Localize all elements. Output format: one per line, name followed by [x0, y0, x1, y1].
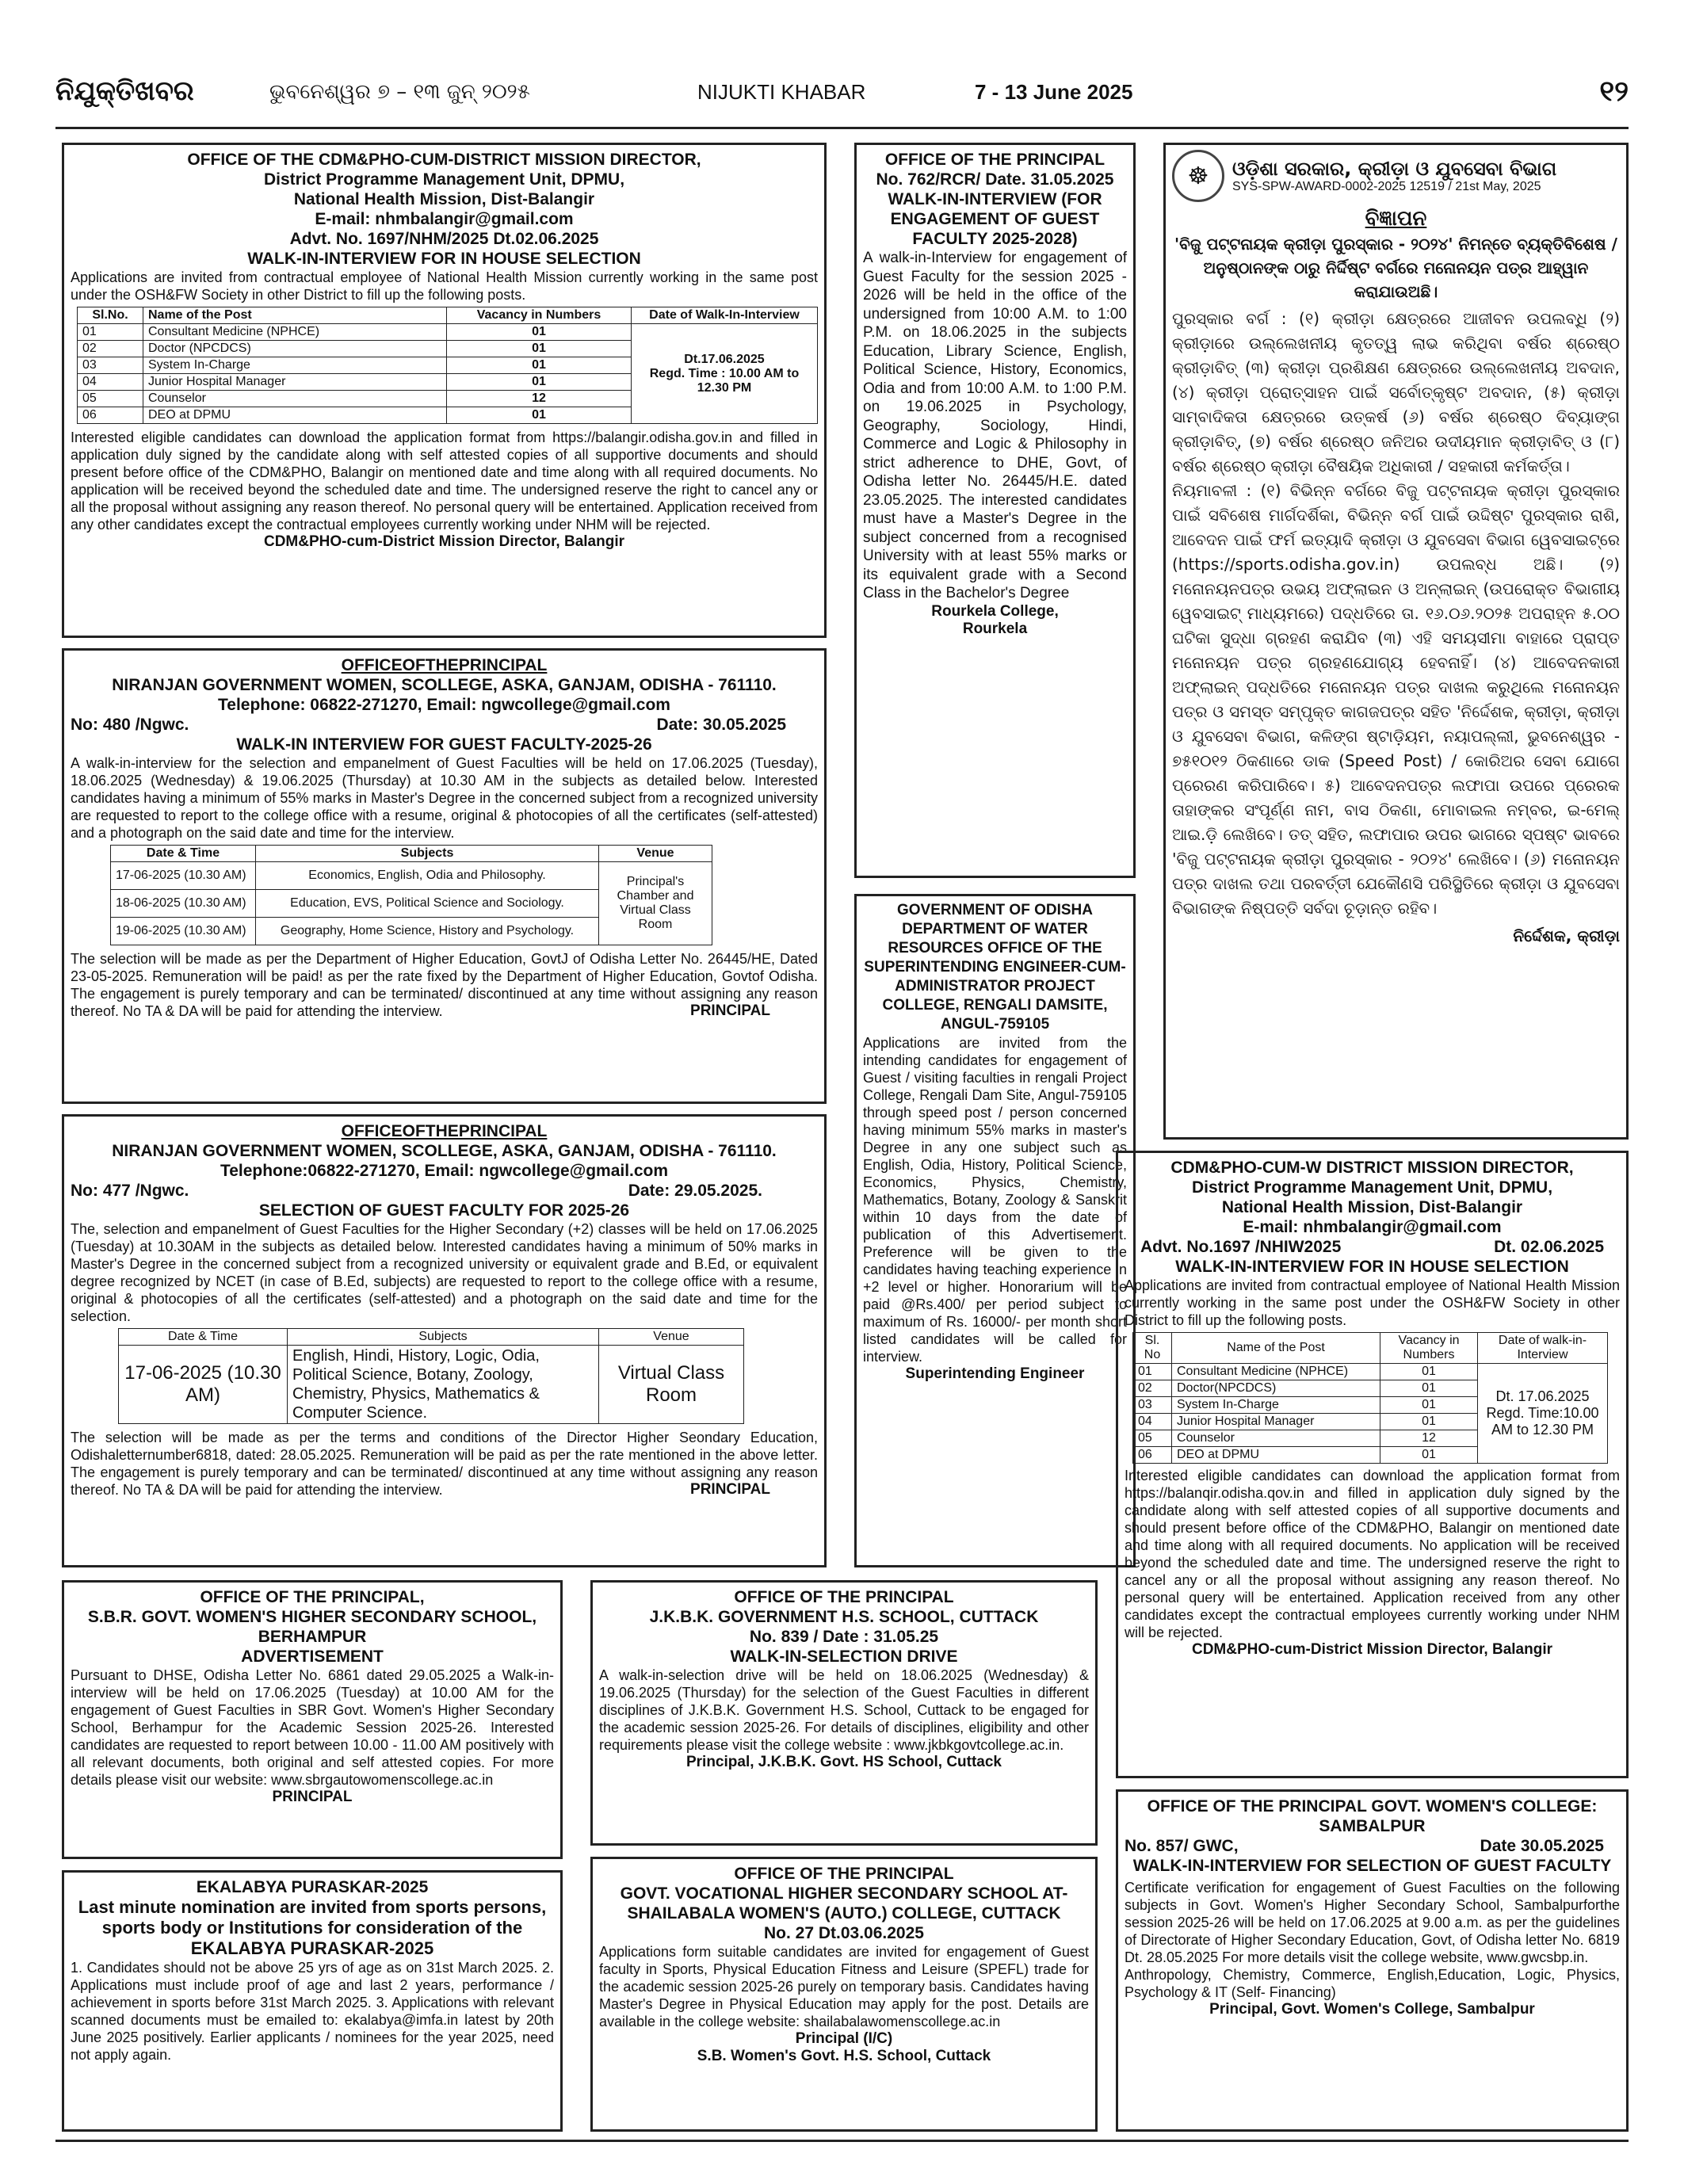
ad-signature: Principal (I/C) [795, 2030, 893, 2047]
cell: 01 [78, 324, 143, 341]
table-row [119, 1346, 744, 1424]
ad-body: The selection will be made as per the terms and conditions of the Director Higher Seondary Education, Odishaletternumber6818, dated: 28.05.2025. Remuneration will be paid as per the rate mentioned in the above letter. The engagement is purely temporary and can be terminated/ discontinued at any time without assigning any reason thereof. No TA & DA will be paid for attending the interview. [71, 1430, 818, 1498]
masthead-date: 7 - 13 June 2025 [975, 80, 1133, 104]
ad-body: 1. Candidates should not be above 25 yrs of age as on 31st March 2025. 2. Applications must include proof of age and last 2 years, performance / achievement in sports before 31st March 2025. 3. Applications with relevant scanned documents must be emailed to: ekalabya@imfa.in latest by 20th June 2025 positively. Earlier applicants / nominees for the year 2025, need not apply again. [71, 1960, 554, 2063]
cell: DEO at DPMU [143, 407, 447, 424]
ad-niranjan-college-477 [62, 1114, 827, 1567]
ad-title: WALK-IN-INTERVIEW FOR SELECTION OF GUEST FACULTY [1132, 1857, 1612, 1875]
ad-heading: OFFICE OF THE PRINCIPAL [884, 151, 1105, 169]
ad-title: WALK-IN INTERVIEW FOR GUEST FACULTY-2025-26 [236, 735, 652, 754]
ad-number-date-row [71, 1181, 818, 1201]
ad-signature: CDM&PHO-cum-District Mission Director, Balangir [1191, 1641, 1553, 1658]
ad-signature: PRINCIPAL [690, 1002, 770, 1019]
ad-date: Date 30.05.2025 [1480, 1837, 1604, 1855]
cell: Education, EVS, Political Science and Sociology. [256, 890, 599, 918]
col-header: Sl.No. [78, 307, 143, 324]
cell: 01 [447, 407, 632, 424]
ad-body: Applications form suitable candidates are invited for engagement of Guest faculty in Sports, Physical Education Fitness and Leisure (SPEFL) trade for the academic session 2025-26 purely on temporary basis. Candidates having Master's Degree in Physical Education may apply for the post. Details are available in the college website: shailabalawomenscollege.ac.in [599, 1944, 1089, 2029]
cell: System In-Charge [1172, 1397, 1380, 1414]
col-header: Sl. No [1133, 1333, 1172, 1364]
ad-email: E-mail: nhmbalangir@gmail.com [315, 210, 574, 228]
ad-number: No: 477 /Ngwc. [71, 1182, 189, 1200]
masthead-date-odia: ଭୁବନେଶ୍ୱର ୭ – ୧୩ ଜୁନ୍ ୨୦୨୫ [269, 80, 530, 104]
interview-time: Regd. Time : 10.00 AM to 12.30 PM [649, 366, 800, 395]
ad-heading: OFFICE OF THE CDM&PHO-CUM-DISTRICT MISSION DIRECTOR, [187, 151, 701, 169]
cell: 05 [78, 391, 143, 407]
ad-signature: S.B. Women's Govt. H.S. School, Cuttack [697, 2048, 991, 2064]
ad-heading: OFFICE OF THE PRINCIPAL GOVT. WOMEN'S COLLEGE: SAMBALPUR [1147, 1797, 1598, 1835]
cell: 02 [1133, 1380, 1172, 1397]
schedule-table [118, 1328, 744, 1424]
ad-number: Advt. No.1697 /NHIW2025 [1140, 1238, 1342, 1256]
cell: 17-06-2025 (10.30 AM) [111, 862, 256, 890]
cell: Consultant Medicine (NPHCE) [1172, 1364, 1380, 1380]
schedule-table [110, 845, 712, 945]
ad-number-date-row [1125, 1836, 1620, 1856]
ad-body: A walk-in-Interview for engagement of Guest Faculty for the session 2025 - 2026 will be held in the office of the undersigned from 10:00 A.M. to 1:00 P.M. on 18.06.2025 in the subjects Education, Library Science, English, Political Science, History, Economics, Odia and from 10:00 A.M. to 1:00 P.M. on 19.06.2025 in Psychology, Geography, Sociology, Hindi, Commerce and Logic & Philosophy in strict adherence to DHE, Govt, of Odisha letter No. 26445/H.E. dated 23.05.2025. The interested candidates must have a Master's Degree in the subject concerned from a recognised University with at least 55% marks or its equivalent grade with a Second Class in the Bachelor's Degree [863, 250, 1127, 601]
ad-shailabala-cuttack [590, 1857, 1098, 2132]
ad-heading: OFFICEOFTHEPRINCIPAL [341, 1122, 548, 1140]
col-header: Venue [599, 1329, 744, 1346]
ad-heading: OFFICE OF THE PRINCIPAL [734, 1588, 954, 1606]
ad-heading: OFFICEOFTHEPRINCIPAL [341, 656, 548, 674]
cell: 01 [447, 341, 632, 357]
ad-signature: Principal, J.K.B.K. Govt. HS School, Cuttack [685, 1754, 1002, 1770]
ad-subjects: Anthropology, Chemistry, Commerce, English,Education, Logic, Physics, Psychology & IT (Self- Financing) [1125, 1967, 1620, 2000]
ad-signature: Superintending Engineer [905, 1365, 1085, 1382]
cell: 05 [1133, 1430, 1172, 1447]
ad-email: E-mail: nhmbalangir@gmail.com [1243, 1218, 1502, 1236]
ad-number: No. 839 / Date : 31.05.25 [749, 1628, 939, 1646]
posts-table [1132, 1332, 1608, 1464]
masthead-paper-name: NIJUKTI KHABAR [697, 80, 866, 104]
ad-title: WALK-IN-SELECTION DRIVE [730, 1648, 958, 1666]
ad-heading: District Programme Management Unit, DPMU, [263, 170, 625, 189]
ad-title: EKALABYA PURASKAR-2025 [196, 1878, 429, 1896]
ad-signature: Principal, Govt. Women's College, Sambalpur [1209, 2001, 1535, 2018]
ad-heading: National Health Mission, Dist-Balangir [293, 190, 595, 208]
interview-date-cell: Dt. 17.06.2025 Regd. Time:10.00 AM to 12.30 PM [1478, 1364, 1608, 1464]
cell: 19-06-2025 (10.30 AM) [111, 918, 256, 945]
ad-heading: NIRANJAN GOVERNMENT WOMEN, SCOLLEGE, ASKA, GANJAM, ODISHA - 761110. [112, 676, 777, 694]
masthead [55, 75, 1629, 116]
ad-title: SELECTION OF GUEST FACULTY FOR 2025-26 [258, 1201, 630, 1220]
page-number: ୧୨ [1599, 75, 1629, 108]
cell: 04 [78, 374, 143, 391]
ad-body: A walk-in-selection drive will be held on 18.06.2025 (Wednesday) & 19.06.2025 (Thursday) for the selection of the Guest Faculties in different disciplines of J.K.B.K. Government H.S. School, Cuttack to be engaged for the academic session 2025-26. For details of disciplines, eligibility and other requirements please visit the college website : www.jkbkgovtcollege.ac.in. [599, 1667, 1089, 1753]
ad-date: Date: 30.05.2025 [656, 716, 786, 734]
cell: 06 [78, 407, 143, 424]
cell: 04 [1133, 1414, 1172, 1430]
ad-rourkela-college [854, 143, 1136, 878]
col-header: Date & Time [119, 1329, 288, 1346]
ad-heading: OFFICE OF THE PRINCIPAL [734, 1865, 954, 1883]
cell: Virtual Class Room [599, 1346, 744, 1424]
ad-contact: Telephone:06822-271270, Email: ngwcollege@gmail.com [220, 1162, 669, 1180]
col-header: Vacancy in Numbers [1380, 1333, 1478, 1364]
col-header: Name of the Post [1172, 1333, 1380, 1364]
ad-number-date-row [71, 715, 818, 735]
table-row [78, 324, 818, 341]
table-row [111, 862, 712, 890]
ad-sbr-berhampur [62, 1580, 563, 1859]
ad-title: WALK-IN-INTERVIEW FOR IN HOUSE SELECTION [247, 250, 641, 268]
ad-heading: J.K.B.K. GOVERNMENT H.S. SCHOOL, CUTTACK [649, 1608, 1039, 1626]
ad-signature: PRINCIPAL [690, 1481, 770, 1498]
ad-number-date-row [1125, 1237, 1620, 1257]
cell: 01 [447, 374, 632, 391]
cell: 03 [78, 357, 143, 374]
ad-heading: CDM&PHO-CUM-W DISTRICT MISSION DIRECTOR, [1170, 1159, 1574, 1177]
top-rule [55, 127, 1629, 129]
ad-heading: District Programme Management Unit, DPMU, [1191, 1178, 1553, 1197]
ad-body-categories: ପୁରସ୍କାର ବର୍ଗ : (୧) କ୍ରୀଡ଼ା କ୍ଷେତ୍ରରେ ଆଜୀବନ ଉପଲବ୍ଧି (୨) କ୍ରୀଡ଼ାରେ ଉଲ୍ଲେଖନୀୟ କୃତତ୍ୱ ଲାଭ କରିଥିବା ବର୍ଷର ଶ୍ରେଷ୍ଠ କ୍ରୀଡ଼ାବିତ୍ (୩) କ୍ରୀଡ଼ା ପ୍ରଶିକ୍ଷଣ କ୍ଷେତ୍ରରେ ଉଲ୍ଲେଖନୀୟ ଅବଦାନ, (୪) କ୍ରୀଡ଼ା ପ୍ରୋତ୍ସାହନ ପାଇଁ ସର୍ବୋତ୍କୃଷ୍ଟ ଅବଦାନ, (୫) କ୍ରୀଡ଼ା ସାମ୍ବାଦିକତା କ୍ଷେତ୍ରରେ ଉତ୍କର୍ଷ (୬) ବର୍ଷର ଶ୍ରେଷ୍ଠ ଦିବ୍ୟାଙ୍ଗ କ୍ରୀଡ଼ାବିତ୍, (୭) ବର୍ଷର ଶ୍ରେଷ୍ଠ ଜନିଅର ଉଦୀୟମାନ କ୍ରୀଡ଼ାବିତ୍ ଓ (୮) ବର୍ଷର ଶ୍ରେଷ୍ଠ କ୍ରୀଡ଼ା ବୈଷୟିକ ଅଧିକାରୀ / ସହକାରୀ କର୍ମକର୍ତ୍ତା। [1172, 309, 1620, 475]
ad-heading: OFFICE OF THE PRINCIPAL, [200, 1588, 425, 1606]
ad-niranjan-college-480 [62, 648, 827, 1104]
cell: Counselor [143, 391, 447, 407]
cell: System In-Charge [143, 357, 447, 374]
ad-number: No. 27 Dt.03.06.2025 [764, 1924, 924, 1942]
cell: Economics, English, Odia and Philosophy. [256, 862, 599, 890]
col-header: Date of Walk-In-Interview [632, 307, 818, 324]
ad-heading: Last minute nomination are invited from sports persons, sports body or Institutions for consideration of the EKALABYA PURASKAR-2025 [78, 1897, 547, 1958]
interview-date: Dt.17.06.2025 [684, 352, 765, 366]
col-header: Vacancy in Numbers [447, 307, 632, 324]
cell: 01 [1380, 1414, 1478, 1430]
ad-body-rules: ନିୟମାବଳୀ : (୧) ବିଭିନ୍ନ ବର୍ଗରେ ବିଜୁ ପଟ୍ଟନାୟକ କ୍ରୀଡ଼ା ପୁରସ୍କାର ପାଇଁ ସବିଶେଷ ମାର୍ଗଦର୍ଶିକା, ବିଭିନ୍ନ ବର୍ଗ ପାଇଁ ଉଦ୍ଦିଷ୍ଟ ପୁରସ୍କାର ରାଶି, ଆବେଦନ ପାଇଁ ଫର୍ମ ଇତ୍ୟାଦି କ୍ରୀଡ଼ା ଓ ଯୁବସେବା ବିଭାଗ ୱେବସାଇଟ୍‌ରେ (https://sports.odisha.gov.in) ଉପଲବ୍ଧ ଅଛି। (୨) ମନୋନୟନପତ୍ର ଉଭୟ ଅଫ୍‌ଲାଇନ ଓ ଅନ୍‌ଲାଇନ୍ (ଉପରୋକ୍ତ ବିଭାଗୀୟ ୱେବସାଇଟ୍ ମାଧ୍ୟମରେ) ପଦ୍ଧତିରେ ତା. ୧୬.୦୬.୨୦୨୫ ଅପରାହ୍ନ ୫.୦୦ ଘଟିକା ସୁଦ୍ଧା ଗ୍ରହଣ କରାଯିବ (୩) ଏହି ସମୟସୀମା ବାହାରେ ପ୍ରାପ୍ତ ମନୋନୟନ ପତ୍ର ଗ୍ରହଣଯୋଗ୍ୟ ହେବନାହିଁ। (୪) ଆବେଦନକାରୀ ଅଫ୍‌ଲାଇନ୍ ପଦ୍ଧତିରେ ମନୋନୟନ ପତ୍ର ଦାଖଲ କରୁଥିଲେ ମନୋନୟନ ପତ୍ର ଓ ସମସ୍ତ ସମ୍ପୃକ୍ତ କାଗଜପତ୍ର ସହିତ 'ନିର୍ଦ୍ଦେଶକ, କ୍ରୀଡ଼ା, କ୍ରୀଡ଼ା ଓ ଯୁବସେବା ବିଭାଗ, କଳିଙ୍ଗ ଷ୍ଟାଡ଼ିୟମ, ନୟାପଲ୍ଲୀ, ଭୁବନେଶ୍ୱର - ୭୫୧୦୧୨ ଠିକଣାରେ ଡାକ (Speed Post) / କୋରିଅର ସେବା ଯୋଗେ ପ୍ରେରଣ କରିପାରିବେ। ୫) ଆବେଦନପତ୍ର ଲଫାପା ଉପରେ ପ୍ରେରକ ତାହାଙ୍କର ସଂପୂର୍ଣ୍ଣ ନାମ, ବାସ ଠିକଣା, ମୋବାଇଲ ନମ୍ବର, ଇ-ମେଲ୍ ଆଇ.ଡ଼ି ଲେଖିବେ। ତତ୍ ସହିତ, ଲଫାପାର ଉପର ଭାଗରେ ସ୍ପଷ୍ଟ ଭାବରେ 'ବିଜୁ ପଟ୍ଟନାୟକ କ୍ରୀଡ଼ା ପୁରସ୍କାର - ୨୦୨୪' ଲେଖିବେ। (୬) ମନୋନୟନ ପତ୍ର ଦାଖଲ ତଥା ପରବର୍ତ୍ତୀ ଯେକୌଣସି ପରିସ୍ଥିତିରେ କ୍ରୀଡ଼ା ଓ ଯୁବସେବା ବିଭାଗଙ୍କ ନିଷ୍ପତ୍ତି ସର୍ବଦା ଚୂଡ଼ାନ୍ତ ରହିବ। [1172, 481, 1620, 918]
ad-title: WALK-IN-INTERVIEW FOR IN HOUSE SELECTION [1175, 1258, 1569, 1276]
cell: Counselor [1172, 1430, 1380, 1447]
ad-number: No. 762/RCR/ Date. 31.05.2025 [876, 170, 1114, 189]
ad-intro: A walk-in-interview for the selection and empanelment of Guest Faculties will be held on 17.06.2025 (Tuesday), 18.06.2025 (Wednesday) & 19.06.2025 (Thursday) at 10.30 AM in the subjects as detailed below. Interested candidates having a minimum of 55% marks in Master's Degree in the concerned subject from a recognized university are requested to report to the college office with a resume, original & photocopies of all the certificates (self-attested) and a photograph on the said date and time for the interview. [71, 755, 818, 841]
ad-title: WALK-IN-INTERVIEW (FOR ENGAGEMENT OF GUEST FACULTY 2025-2028) [888, 190, 1102, 248]
ad-signature: Rourkela [962, 620, 1028, 637]
ad-intro: Applications are invited from contractual employee of National Health Mission currently working in the same post under the OSH&FW Society in other District to fill up the following posts. [1125, 1277, 1620, 1328]
ad-number: No: 480 /Ngwc. [71, 716, 189, 734]
ad-nhm-balangir-left [62, 143, 827, 638]
newspaper-logo: ନିଯୁକ୍ତିଖବର [55, 75, 194, 107]
ad-heading: S.B.R. GOVT. WOMEN'S HIGHER SECONDARY SCHOOL, BERHAMPUR [87, 1608, 537, 1646]
ad-heading: GOVT. VOCATIONAL HIGHER SECONDARY SCHOOL AT-SHAILABALA WOMEN'S (AUTO.) COLLEGE, CUTTACK [620, 1884, 1068, 1922]
cell: 01 [447, 324, 632, 341]
cell: 01 [447, 357, 632, 374]
ad-number: No. 857/ GWC, [1125, 1837, 1239, 1855]
cell: 01 [1380, 1397, 1478, 1414]
ad-title: ADVERTISEMENT [241, 1648, 384, 1666]
ad-jkbk-cuttack [590, 1580, 1098, 1846]
ad-govt-womens-college-sambalpur [1116, 1789, 1629, 2132]
ad-advt-number: Advt. No. 1697/NHM/2025 Dt.02.06.2025 [289, 230, 599, 248]
ad-body: Interested eligible candidates can download the application format from https://balangir.odisha.gov.in and filled in application duly signed by the candidate along with self attested copies of all supportive documents and should present before office of the CDM&PHO, Balangir on mentioned date and time along with all required documents. No application will be received beyond the scheduled date and time. The undersigned reserve the right to cancel any or all the proposal without assigning any reason thereof. No personal query will be entertained. Application received from any other candidates except the contractual employees currently working under NHM will be rejected. [71, 430, 818, 533]
col-header: Date of walk-in-Interview [1478, 1333, 1608, 1364]
reference-number: SYS-SPW-AWARD-0002-2025 12519 / 21st May, 2025 [1232, 180, 1541, 193]
ad-title: ବିଜ୍ଞାପନ [1365, 207, 1427, 231]
col-header: Name of the Post [143, 307, 447, 324]
cell: Doctor(NPCDCS) [1172, 1380, 1380, 1397]
cell: Geography, Home Science, History and Psychology. [256, 918, 599, 945]
ad-biju-patnaik-sports-award [1163, 143, 1629, 1140]
cell: 01 [1380, 1447, 1478, 1464]
cell: 12 [1380, 1430, 1478, 1447]
ad-date: Date: 29.05.2025. [628, 1182, 762, 1200]
odisha-emblem-icon: ☸ [1172, 150, 1224, 202]
cell: Junior Hospital Manager [1172, 1414, 1380, 1430]
ad-body: The selection will be made as per the Department of Higher Education, GovtJ of Odisha Letter No. 26445/HE, Dated 23-05-2025. Remuneration will be paid! as per the rate fixed by the Department of Higher Education, Govtof Odisha. The engagement is purely temporary and can be terminated/ discontinued at any time without assigning any reason thereof. No TA & DA will be paid for attending the interview. [71, 951, 818, 1019]
cell: 03 [1133, 1397, 1172, 1414]
cell: 01 [1380, 1364, 1478, 1380]
cell: English, Hindi, History, Logic, Odia, Political Science, Botany, Zoology, Chemistry, Physics, Mathematics & Computer Science. [288, 1346, 599, 1424]
col-header: Subjects [288, 1329, 599, 1346]
cell: Consultant Medicine (NPHCE) [143, 324, 447, 341]
ad-intro: Applications are invited from contractual employee of National Health Mission currently working in the same post under the OSH&FW Society in other District to fill up the following posts. [71, 269, 818, 303]
ad-date: Dt. 02.06.2025 [1494, 1238, 1604, 1256]
col-header: Subjects [256, 846, 599, 862]
ad-signature: PRINCIPAL [272, 1789, 353, 1805]
ad-heading: 'ବିଜୁ ପଟ୍ଟନାୟକ କ୍ରୀଡ଼ା ପୁରସ୍କାର - ୨୦୨୪' ନିମନ୍ତେ ବ୍ୟକ୍ତିବିଶେଷ / ଅନୁଷ୍ଠାନଙ୍କ ଠାରୁ ନିର୍ଦ୍ଦିଷ୍ଟ ବର୍ଗରେ ମନୋନୟନ ପତ୍ର ଆହ୍ୱାନ କରାଯାଉଅଛି। [1174, 235, 1617, 301]
cell: 17-06-2025 (10.30 AM) [119, 1346, 288, 1424]
table-row [1133, 1364, 1608, 1380]
ad-header-row [1172, 150, 1620, 202]
ad-intro: The, selection and empanelment of Guest Faculties for the Higher Secondary (+2) classes will be held on 17.06.2025 (Tuesday) at 10.30AM in the subjects as detailed below. Interested candidates having a minimum of 50% marks in Master's Degree in the concerned subject from a recognized university or equivalent grade and B.Ed, or equivalent degree recognized by NCET (in case of B.Ed, subjects) are requested to report to the college office with a resume, original & photocopies of all the certificates (self-attested) and a photograph on the said date and time for the selection. [71, 1221, 818, 1324]
cell: DEO at DPMU [1172, 1447, 1380, 1464]
ad-signature: CDM&PHO-cum-District Mission Director, Balangir [263, 533, 625, 550]
department-name: ଓଡ଼ିଶା ସରକାର, କ୍ରୀଡ଼ା ଓ ଯୁବସେବା ବିଭାଗ [1232, 158, 1557, 180]
posts-table [77, 307, 818, 424]
cell: 02 [78, 341, 143, 357]
ad-body: Pursuant to DHSE, Odisha Letter No. 6861 dated 29.05.2025 a Walk-in-interview will be held on 17.06.2025 (Tuesday) at 10.00 AM for the engagement of Guest Faculties in SBR Govt. Women's Higher Secondary School, Berhampur for the Academic Session 2025-26. Interested candidates are requested to report between 10.00 - 11.00 AM positively with all relevant documents, both original and self attested copies. For more details please visit our website: www.sbrgautowomenscollege.ac.in [71, 1667, 554, 1788]
bottom-rule [55, 2140, 1629, 2142]
cell: Doctor (NPCDCS) [143, 341, 447, 357]
venue-cell: Principal's Chamber and Virtual Class Room [599, 862, 712, 945]
ad-body: Interested eligible candidates can download the application format from https://balanqir.odisha.qov.in and filled in application duly signed by the candidate along with self attested copies of all supportive documents and should present before office of the CDM&PHO, Balangir on mentioned date and time along with all required documents. No application will be received beyond the scheduled date and time. The undersigned reserve the right to cancel any or all the proposal without assigning any reason thereof. No personal query will be entertained. Application received from any other candidates except the contractual employees currently working under NHM will be rejected. [1125, 1468, 1620, 1640]
ad-heading: National Health Mission, Dist-Balangir [1221, 1198, 1523, 1216]
ad-signature: ନିର୍ଦ୍ଦେଶକ, କ୍ରୀଡ଼ା [1513, 926, 1620, 945]
ad-heading: GOVERNMENT OF ODISHA DEPARTMENT OF WATER RESOURCES OFFICE OF THE SUPERINTENDING ENGINEER-CUM-ADMINISTRATOR PROJECT COLLEGE, RENGALI DAMSITE, ANGUL-759105 [864, 902, 1126, 1033]
cell: 06 [1133, 1447, 1172, 1464]
col-header: Venue [599, 846, 712, 862]
cell: 01 [1133, 1364, 1172, 1380]
ad-ekalabya-puraskar [62, 1870, 563, 2132]
col-header: Date & Time [111, 846, 256, 862]
cell: 18-06-2025 (10.30 AM) [111, 890, 256, 918]
ad-nhm-balangir-right [1116, 1151, 1629, 1778]
interview-date-cell [632, 324, 818, 424]
cell: 01 [1380, 1380, 1478, 1397]
cell: Junior Hospital Manager [143, 374, 447, 391]
ad-rengali-project-college [854, 894, 1136, 1567]
ad-contact: Telephone: 06822-271270, Email: ngwcollege@gmail.com [218, 696, 670, 714]
ad-signature: Rourkela College, [931, 602, 1059, 620]
cell: 12 [447, 391, 632, 407]
ad-body: Applications are invited from the intending candidates for engagement of Guest / visiting faculties in rengali Project College, Rengali Dam Site, Angul-759105 through speed post / person concerned having minimum 55% marks in master's Degree in any one subject such as English, Odia, History, Political Science, Economics, Physics, Chemistry, Mathematics, Botany, Zoology & Sanskrit within 10 days from the date of publication of this Advertisement. Preference will be given to the candidates having teaching experience in +2 level or higher. Honorarium will be paid @Rs.400/ per period subject to maximum of Rs. 16000/- per month short listed candidates will be called for interview. [863, 1035, 1127, 1365]
ad-body: Certificate verification for engagement of Guest Faculties on the following subjects in Govt. Women's Higher Secondary School, Sambalpurforthe session 2025-26 will be held on 17.06.2025 at 9.00 a.m. as per the guidelines of Directorate of Higher Secondary Education, Govt, of Odisha letter No. 6819 Dt. 28.05.2025 For more details visit the college website, www.gwcsbp.in. [1125, 1880, 1620, 1965]
ad-heading: NIRANJAN GOVERNMENT WOMEN, SCOLLEGE, ASKA, GANJAM, ODISHA - 761110. [112, 1142, 777, 1160]
